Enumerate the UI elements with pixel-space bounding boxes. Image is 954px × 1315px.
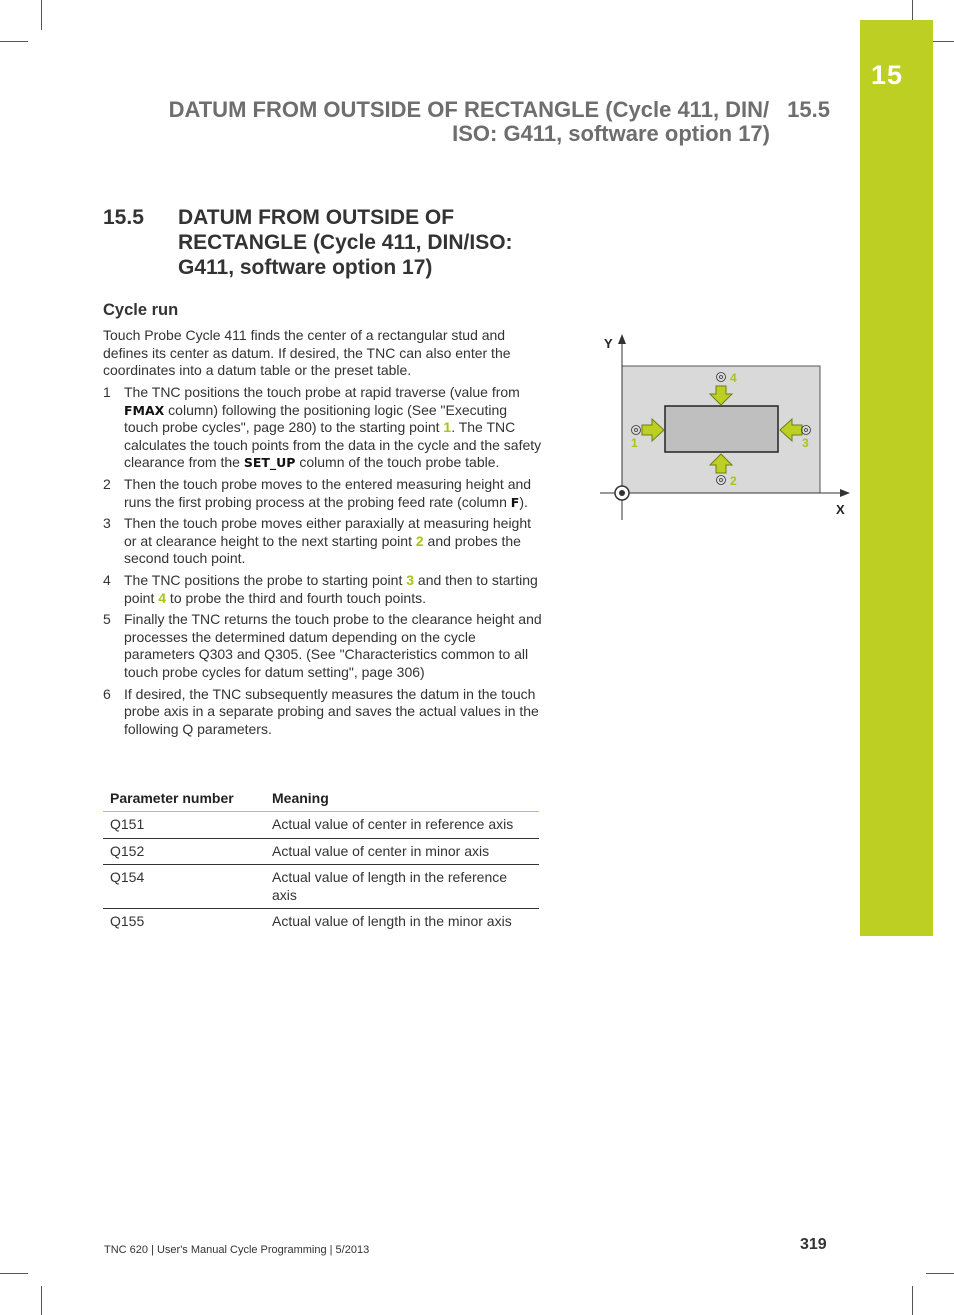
steps-list xyxy=(103,384,543,742)
running-head-title-line1: DATUM FROM OUTSIDE OF RECTANGLE (Cycle 411, DIN/ xyxy=(168,97,770,122)
list-item: 5 Finally the TNC returns the touch probe to the clearance height and processes the determined datum depending on the cycle parameters Q303 and Q305. (See "Characteristics common to all touch probe cycles for datum setting", page 306) xyxy=(103,611,542,680)
table-cell: Actual value of center in minor axis xyxy=(265,838,539,865)
section-title: DATUM FROM OUTSIDE OF RECTANGLE (Cycle 411, DIN/ISO: G411, software option 17) xyxy=(178,206,513,279)
table-header-row xyxy=(103,787,539,812)
probing-diagram xyxy=(592,330,862,525)
point-label-4: 4 xyxy=(730,371,737,385)
chapter-tab xyxy=(860,20,933,936)
x-axis-label: X xyxy=(836,502,845,517)
table-cell: Actual value of length in the minor axis xyxy=(272,913,512,930)
section-heading xyxy=(103,205,573,280)
parameter-table xyxy=(103,787,539,935)
table-row xyxy=(103,909,539,935)
subheading-cycle-run: Cycle run xyxy=(103,301,179,319)
crop-mark xyxy=(41,0,42,30)
rectangular-stud xyxy=(665,406,778,452)
crop-mark xyxy=(0,41,28,42)
running-head xyxy=(140,98,830,146)
crop-mark xyxy=(912,0,913,20)
section-number: 15.5 xyxy=(103,206,144,229)
running-head-title-line2: ISO: G411, software option 17) xyxy=(452,121,770,146)
table-row xyxy=(103,812,539,839)
table-cell: Q155 xyxy=(110,913,145,930)
column-header: Meaning xyxy=(265,787,539,812)
chapter-number: 15 xyxy=(871,60,904,90)
table-row xyxy=(103,838,539,865)
crop-mark xyxy=(0,1273,28,1274)
page-number: 319 xyxy=(800,1236,827,1253)
list-item: 6 If desired, the TNC subsequently measures the datum in the touch probe axis in a separate probing and saves the actual values in the following Q parameters. xyxy=(103,685,539,737)
intro-paragraph: Touch Probe Cycle 411 finds the center of a rectangular stud and defines its center as datum. If desired, the TNC can also enter the coordinates into a datum table or the preset table. xyxy=(103,327,511,379)
crop-mark xyxy=(926,1273,954,1274)
table-cell: Actual value of length in the reference axis xyxy=(265,865,539,909)
point-label-1: 1 xyxy=(631,436,638,450)
table-cell: Q152 xyxy=(103,838,265,865)
datum-center-icon xyxy=(619,490,625,496)
x-axis-arrowhead xyxy=(840,489,850,497)
crop-mark xyxy=(912,1286,913,1315)
point-label-2: 2 xyxy=(730,474,737,488)
table-cell: Actual value of center in reference axis xyxy=(265,812,539,839)
table-cell: Q151 xyxy=(103,812,265,839)
table-row xyxy=(103,865,539,909)
y-axis-arrowhead xyxy=(618,334,626,344)
list-item: 4 The TNC positions the probe to starting point 3 and then to starting point 4 to probe the third and fourth touch points. xyxy=(103,571,538,606)
column-header: Parameter number xyxy=(103,787,265,812)
y-axis-label: Y xyxy=(604,336,613,351)
footer-manual-title: TNC 620 | User's Manual Cycle Programming | 5/2013 xyxy=(104,1244,370,1256)
list-item: 3 Then the touch probe moves either paraxially at measuring height or at clearance height to the next starting point 2 and probes the second touch point. xyxy=(103,515,532,567)
crop-mark xyxy=(41,1286,42,1315)
running-head-section-number: 15.5 xyxy=(787,97,830,122)
list-item: 1 The TNC positions the touch probe at rapid traverse (value from FMAX column) following the positioning logic (See "Executing touch probe cycles", page 280) to the starting point 1. The TNC calculates the touch points from the data in the cycle and the safety clearance from the SET_UP column of the touch probe table. xyxy=(103,384,542,471)
list-item: 2 Then the touch probe moves to the entered measuring height and runs the first probing process at the probing feed rate (column F). xyxy=(103,475,532,510)
table-cell: Q154 xyxy=(103,865,265,909)
point-label-3: 3 xyxy=(802,436,809,450)
